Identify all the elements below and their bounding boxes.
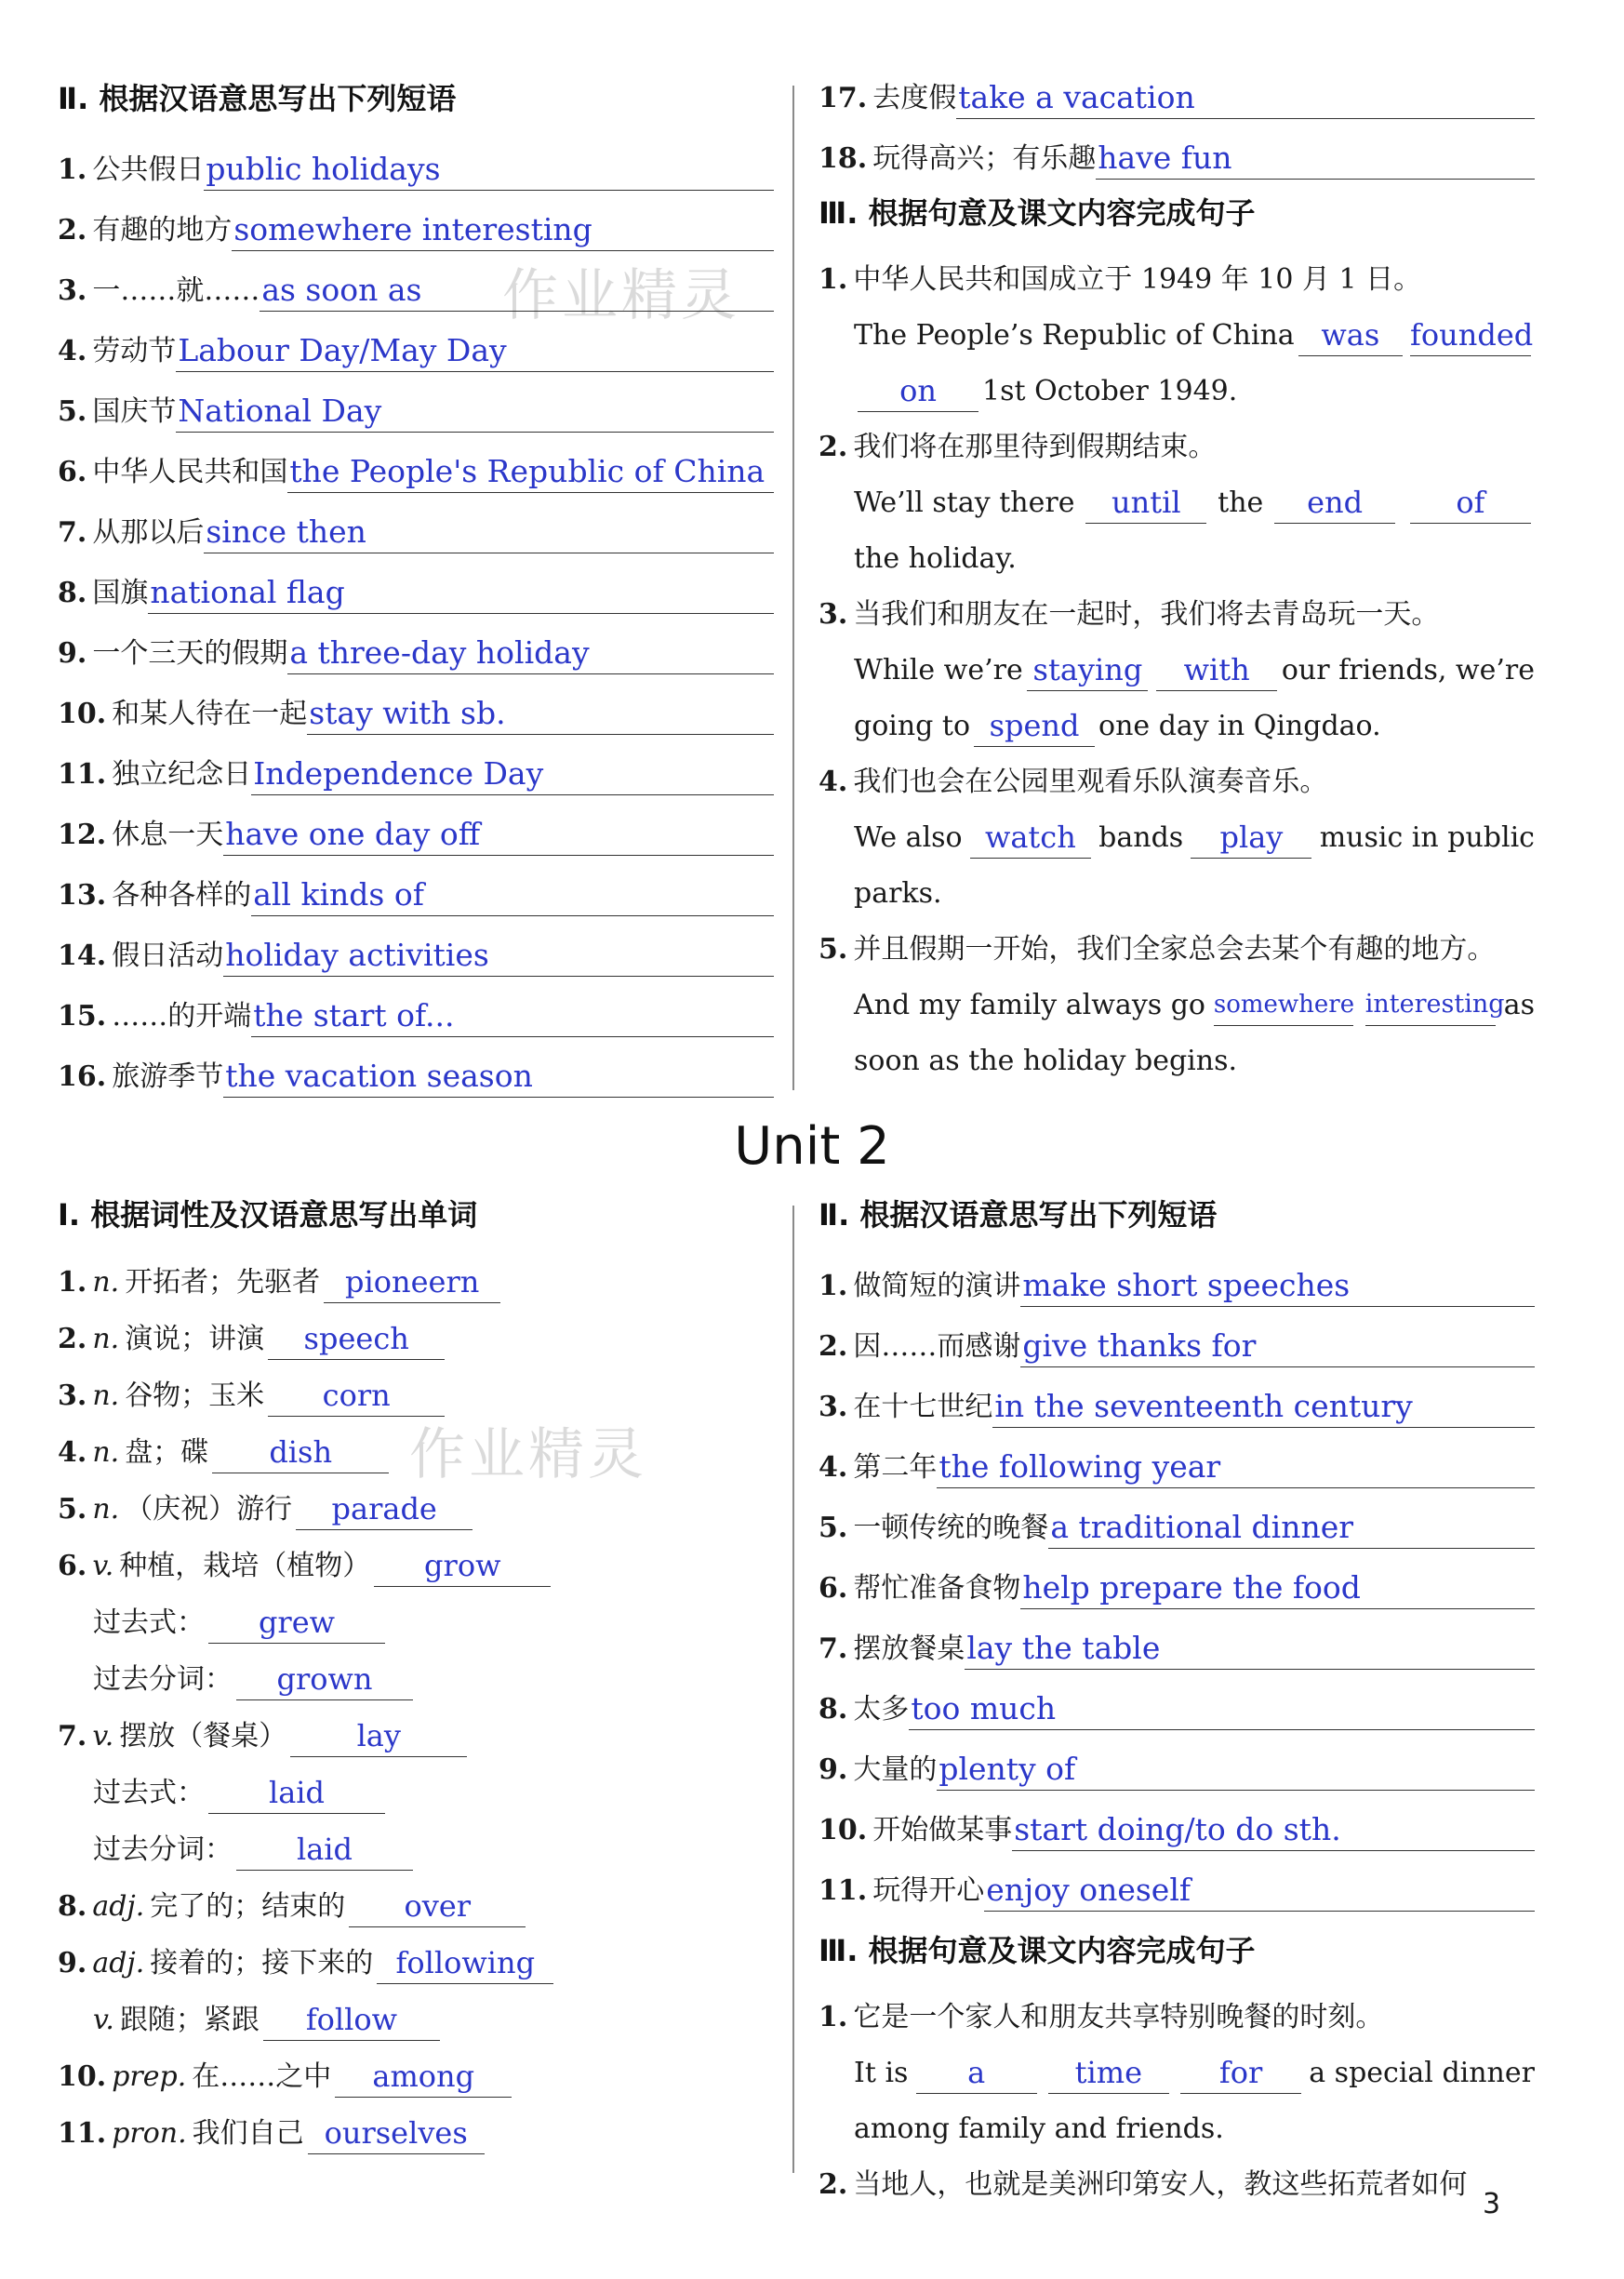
phrase-row: 14. 假日活动 holiday activities <box>58 916 774 977</box>
phrase-row: 9. 一个三天的假期 a three-day holiday <box>58 614 774 674</box>
sentence-prompt: 2. 我们将在那里待到假期结束。 <box>819 431 1217 463</box>
word-row: 10. prep. 在……之中 among <box>58 2041 774 2098</box>
phrase-row: 1. 公共假日 public holidays <box>58 130 774 191</box>
answer-blank[interactable]: lay <box>290 1715 467 1757</box>
answer-blank[interactable]: was <box>1298 314 1403 356</box>
sentence-line: We also watch bands play music in public <box>819 803 1535 859</box>
section-title: Ⅱ. 根据汉语意思写出下列短语 <box>58 81 457 116</box>
answer-blank[interactable]: until <box>1085 482 1206 524</box>
phrase-row: 3. 一……就…… as soon as <box>58 251 774 312</box>
answer-field[interactable]: all kinds of <box>251 874 774 916</box>
word-row: 2. n. 演说；讲演 speech <box>58 1303 774 1360</box>
answer-blank[interactable]: dish <box>212 1432 389 1473</box>
phrase-row: 8. 太多 too much <box>819 1670 1535 1730</box>
word-list <box>58 1246 774 2154</box>
answer-blank[interactable]: follow <box>263 1999 440 2041</box>
answer-field[interactable]: the People's Republic of China <box>287 451 774 493</box>
phrase-row: 2. 有趣的地方 somewhere interesting <box>58 191 774 251</box>
column-divider <box>792 86 794 1090</box>
answer-field[interactable]: a traditional dinner <box>1048 1507 1535 1549</box>
answer-field[interactable]: have fun <box>1096 138 1535 180</box>
sentence-line: among family and friends. <box>854 2112 1224 2145</box>
answer-field[interactable]: plenty of <box>937 1749 1535 1791</box>
phrase-row: 9. 大量的 plenty of <box>819 1730 1535 1791</box>
phrase-row: 7. 从那以后 since then <box>58 493 774 553</box>
word-row: v. 跟随；紧跟 follow <box>58 1984 774 2041</box>
sentence-line: And my family always go somewhere interesting as <box>819 970 1535 1026</box>
answer-field[interactable]: the vacation season <box>223 1056 774 1098</box>
phrase-row: 10. 开始做某事 start doing/to do sth. <box>819 1791 1535 1851</box>
answer-field[interactable]: the start of... <box>251 995 774 1037</box>
phrase-list <box>819 1246 1535 1912</box>
phrase-row: 8. 国旗 national flag <box>58 553 774 614</box>
answer-field[interactable]: a three-day holiday <box>287 633 774 674</box>
answer-field[interactable]: National Day <box>176 391 774 433</box>
section-title: Ⅲ. 根据句意及课文内容完成句子 <box>819 1933 1256 1968</box>
answer-blank[interactable]: grew <box>208 1602 385 1644</box>
sentence-line: The People’s Republic of China was founded <box>819 300 1535 356</box>
answer-blank[interactable]: of <box>1410 482 1531 524</box>
word-row: 6. v. 种植，栽培（植物） grow <box>58 1530 774 1587</box>
answer-blank[interactable]: grown <box>236 1659 413 1700</box>
sentence-line: on 1st October 1949. <box>819 356 1535 412</box>
answer-field[interactable]: help prepare the food <box>1020 1567 1535 1609</box>
answer-field[interactable]: public holidays <box>204 149 774 191</box>
answer-blank[interactable]: staying <box>1027 649 1148 691</box>
answer-blank[interactable]: speech <box>268 1318 445 1360</box>
top-left-column <box>58 78 774 1098</box>
answer-blank[interactable]: time <box>1048 2052 1169 2094</box>
phrase-row: 13. 各种各样的 all kinds of <box>58 856 774 916</box>
bottom-left-column <box>58 1194 774 2154</box>
word-row: 4. n. 盘；碟 dish <box>58 1417 774 1473</box>
section-title: Ⅱ. 根据汉语意思写出下列短语 <box>819 1197 1218 1233</box>
word-row: 1. n. 开拓者；先驱者 pioneern <box>58 1246 774 1303</box>
answer-field[interactable]: have one day off <box>223 814 774 856</box>
answer-blank[interactable]: ourselves <box>308 2112 485 2154</box>
phrase-row: 10. 和某人待在一起 stay with sb. <box>58 674 774 735</box>
answer-blank[interactable]: parade <box>296 1488 473 1530</box>
sentence-prompt: 4. 我们也会在公园里观看乐队演奏音乐。 <box>819 766 1328 798</box>
sentence-line: soon as the holiday begins. <box>854 1045 1238 1077</box>
phrase-row: 2. 因……而感谢 give thanks for <box>819 1307 1535 1367</box>
answer-blank[interactable]: end <box>1274 482 1395 524</box>
phrase-row: 3. 在十七世纪 in the seventeenth century <box>819 1367 1535 1428</box>
word-row: 8. adj. 完了的；结束的 over <box>58 1871 774 1927</box>
word-row: 7. v. 摆放（餐桌） lay <box>58 1700 774 1757</box>
answer-blank[interactable]: over <box>349 1886 526 1927</box>
answer-field[interactable]: Independence Day <box>251 753 774 795</box>
answer-field[interactable]: in the seventeenth century <box>992 1386 1535 1428</box>
watermark: 作业精灵 <box>409 1422 647 1487</box>
answer-field[interactable]: stay with sb. <box>307 693 774 735</box>
answer-blank[interactable]: laid <box>208 1772 385 1814</box>
top-right-column <box>819 78 1535 1082</box>
phrase-row: 6. 帮忙准备食物 help prepare the food <box>819 1549 1535 1609</box>
answer-blank[interactable]: following <box>377 1942 553 1984</box>
phrase-row: 6. 中华人民共和国 the People's Republic of China <box>58 433 774 493</box>
phrase-row: 11. 玩得开心 enjoy oneself <box>819 1851 1535 1912</box>
answer-blank[interactable]: somewhere <box>1214 984 1353 1026</box>
page-number: 3 <box>1483 2188 1501 2220</box>
answer-blank[interactable]: on <box>858 370 978 412</box>
section-title: Ⅰ. 根据词性及汉语意思写出单词 <box>58 1197 478 1233</box>
watermark: 作业精灵 <box>502 263 740 328</box>
answer-blank[interactable]: among <box>335 2056 512 2098</box>
answer-blank[interactable]: founded <box>1410 314 1531 356</box>
answer-field[interactable]: Labour Day/May Day <box>176 330 774 372</box>
answer-field[interactable]: somewhere interesting <box>232 209 774 251</box>
unit-title: Unit 2 <box>734 1116 890 1177</box>
answer-blank[interactable]: play <box>1191 817 1311 859</box>
answer-blank[interactable]: laid <box>236 1829 413 1871</box>
answer-blank[interactable]: corn <box>268 1375 445 1417</box>
sentence-line: We’ll stay there until the end of <box>819 468 1535 524</box>
answer-field[interactable]: enjoy oneself <box>984 1870 1535 1912</box>
sentence-prompt: 1. 中华人民共和国成立于 1949 年 10 月 1 日。 <box>819 263 1422 296</box>
phrase-row: 5. 一顿传统的晚餐 a traditional dinner <box>819 1488 1535 1549</box>
sentence-line: It is a time for a special dinner <box>819 2038 1535 2094</box>
phrase-row: 15. ……的开端 the start of... <box>58 977 774 1037</box>
answer-blank[interactable]: grow <box>374 1545 551 1587</box>
answer-field[interactable]: make short speeches <box>1020 1265 1535 1307</box>
phrase-row: 18. 玩得高兴；有乐趣 have fun <box>819 119 1535 180</box>
word-row: 过去分词： laid <box>58 1814 774 1871</box>
answer-field[interactable]: holiday activities <box>223 935 774 977</box>
phrase-row: 16. 旅游季节 the vacation season <box>58 1037 774 1098</box>
phrase-list <box>58 130 774 1098</box>
answer-field[interactable]: lay the table <box>965 1628 1535 1670</box>
answer-blank[interactable]: pioneern <box>324 1261 500 1303</box>
answer-field[interactable]: take a vacation <box>956 77 1535 119</box>
answer-blank[interactable]: spend <box>974 705 1095 747</box>
answer-field[interactable]: as soon as <box>260 270 774 312</box>
phrase-row: 11. 独立纪念日 Independence Day <box>58 735 774 795</box>
answer-field[interactable]: too much <box>909 1688 1535 1730</box>
answer-blank[interactable]: watch <box>970 817 1091 859</box>
word-row: 11. pron. 我们自己 ourselves <box>58 2098 774 2154</box>
section-title: Ⅲ. 根据句意及课文内容完成句子 <box>819 195 1256 231</box>
sentence-line: going to spend one day in Qingdao. <box>819 691 1535 747</box>
sentence-line: the holiday. <box>854 542 1017 575</box>
word-row: 过去式： grew <box>58 1587 774 1644</box>
answer-field[interactable]: national flag <box>148 572 774 614</box>
phrase-row: 5. 国庆节 National Day <box>58 372 774 433</box>
sentence-prompt: 5. 并且假期一开始，我们全家总会去某个有趣的地方。 <box>819 933 1496 966</box>
word-row: 9. adj. 接着的；接下来的 following <box>58 1927 774 1984</box>
word-row: 过去分词： grown <box>58 1644 774 1700</box>
sentence-line: parks. <box>854 877 942 910</box>
phrase-row: 4. 劳动节 Labour Day/May Day <box>58 312 774 372</box>
phrase-row: 17. 去度假 take a vacation <box>819 59 1535 119</box>
answer-blank[interactable]: interesting <box>1365 984 1496 1026</box>
answer-blank[interactable]: a <box>916 2052 1037 2094</box>
sentence-prompt: 1. 它是一个家人和朋友共享特别晚餐的时刻。 <box>819 2001 1384 2033</box>
answer-blank[interactable]: with <box>1156 649 1277 691</box>
bottom-right-column <box>819 1194 1535 2206</box>
word-row: 过去式： laid <box>58 1757 774 1814</box>
sentence-line: While we’re staying with our friends, we’re <box>819 635 1535 691</box>
answer-field[interactable]: the following year <box>937 1446 1535 1488</box>
phrase-row: 7. 摆放餐桌 lay the table <box>819 1609 1535 1670</box>
column-divider <box>792 1206 794 2173</box>
sentence-prompt: 3. 当我们和朋友在一起时，我们将去青岛玩一天。 <box>819 598 1440 631</box>
phrase-row: 1. 做简短的演讲 make short speeches <box>819 1246 1535 1307</box>
sentence-prompt: 2. 当地人，也就是美洲印第安人，教这些拓荒者如何 <box>819 2168 1468 2201</box>
phrase-row: 12. 休息一天 have one day off <box>58 795 774 856</box>
answer-field[interactable]: give thanks for <box>1020 1326 1535 1367</box>
answer-field[interactable]: start doing/to do sth. <box>1012 1809 1535 1851</box>
word-row: 3. n. 谷物；玉米 corn <box>58 1360 774 1417</box>
phrase-row: 4. 第二年 the following year <box>819 1428 1535 1488</box>
answer-blank[interactable]: for <box>1180 2052 1301 2094</box>
word-row: 5. n. （庆祝）游行 parade <box>58 1473 774 1530</box>
answer-field[interactable]: since then <box>204 512 774 553</box>
